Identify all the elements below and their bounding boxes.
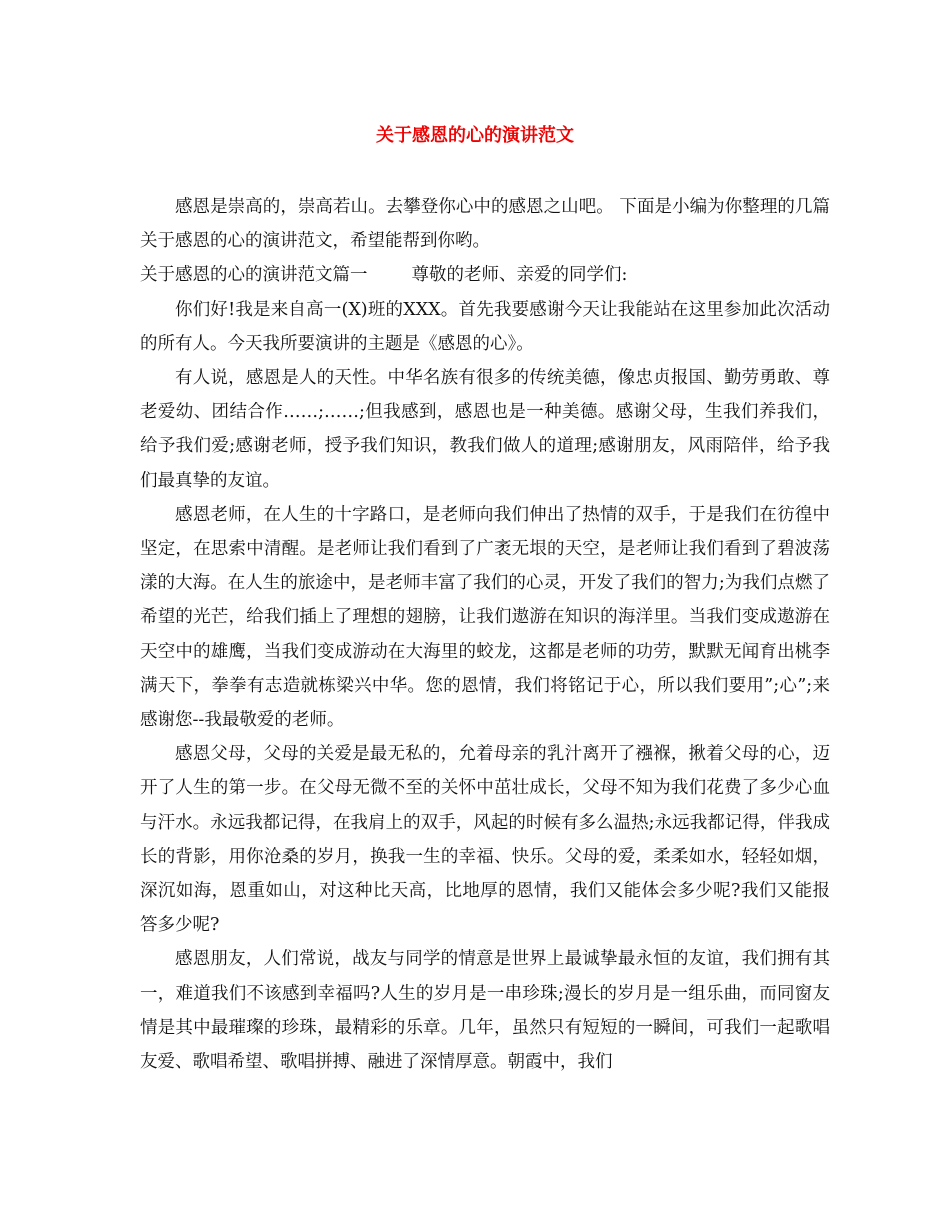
body-paragraph: 感恩朋友，人们常说，战友与同学的情意是世界上最诚挚最永恒的友谊，我们拥有其一，难道我们不该感到幸福吗?人生的岁月是一串珍珠;漫长的岁月是一组乐曲，而同窗友情是其中最璀璨的珍珠，最精彩的乐章。几年，虽然只有短短的一瞬间，可我们一起歌唱友爱、歌唱希望、歌唱拼搏、融进了深情厚意。朝霞中，我们	[140, 949, 830, 1073]
body-paragraph: 感恩父母，父母的关爱是最无私的，允着母亲的乳汁离开了襁褓，揪着父母的心，迈开了人生的第一步。在父母无微不至的关怀中茁壮成长，父母不知为我们花费了多少心血与汗水。永远我都记得，在我肩上的双手，风起的时候有多么温热;永远我都记得，伴我成长的背影，用你沧桑的岁月，换我一生的幸福、快乐。父母的爱，柔柔如水，轻轻如烟，深沉如海，恩重如山，对这种比天高，比地厚的恩情，我们又能体会多少呢?我们又能报答多少呢?	[140, 744, 830, 936]
salutation: 尊敬的老师、亲爱的同学们:	[411, 265, 628, 286]
section-heading: 关于感恩的心的演讲范文篇一	[140, 265, 368, 286]
intro-paragraph: 感恩是崇高的，崇高若山。去攀登你心中的感恩之山吧。 下面是小编为你整理的几篇关于感恩的心的演讲范文，希望能帮到你哟。	[140, 197, 830, 252]
body-paragraph: 感恩老师，在人生的十字路口，是老师向我们伸出了热情的双手，于是我们在彷徨中坚定，在思索中清醒。是老师让我们看到了广袤无垠的天空，是老师让我们看到了碧波荡漾的大海。在人生的旅途中，是老师丰富了我们的心灵，开发了我们的智力;为我们点燃了希望的光芒，给我们插上了理想的翅膀，让我们遨游在知识的海洋里。当我们变成遨游在天空中的雄鹰，当我们变成游动在大海里的蛟龙，这都是老师的功劳，默默无闻育出桃李满天下，拳拳有志造就栋梁兴中华。您的恩情，我们将铭记于心，所以我们要用”;心”;来感谢您--我最敬爱的老师。	[140, 504, 830, 731]
body-paragraph: 你们好!我是来自高一(X)班的XXX。首先我要感谢今天让我能站在这里参加此次活动的所有人。今天我所要演讲的主题是《感恩的心》。	[140, 299, 830, 354]
document-body	[140, 190, 830, 1079]
body-paragraph: 有人说，感恩是人的天性。中华名族有很多的传统美德，像忠贞报国、勤劳勇敢、尊老爱幼、团结合作……;……;但我感到，感恩也是一种美德。感谢父母，生我们养我们，给予我们爱;感谢老师，授予我们知识，教我们做人的道理;感谢朋友，风雨陪伴，给予我们最真挚的友谊。	[140, 368, 830, 491]
document-title: 关于感恩的心的演讲范文	[376, 125, 574, 146]
section-heading-line	[140, 258, 830, 292]
